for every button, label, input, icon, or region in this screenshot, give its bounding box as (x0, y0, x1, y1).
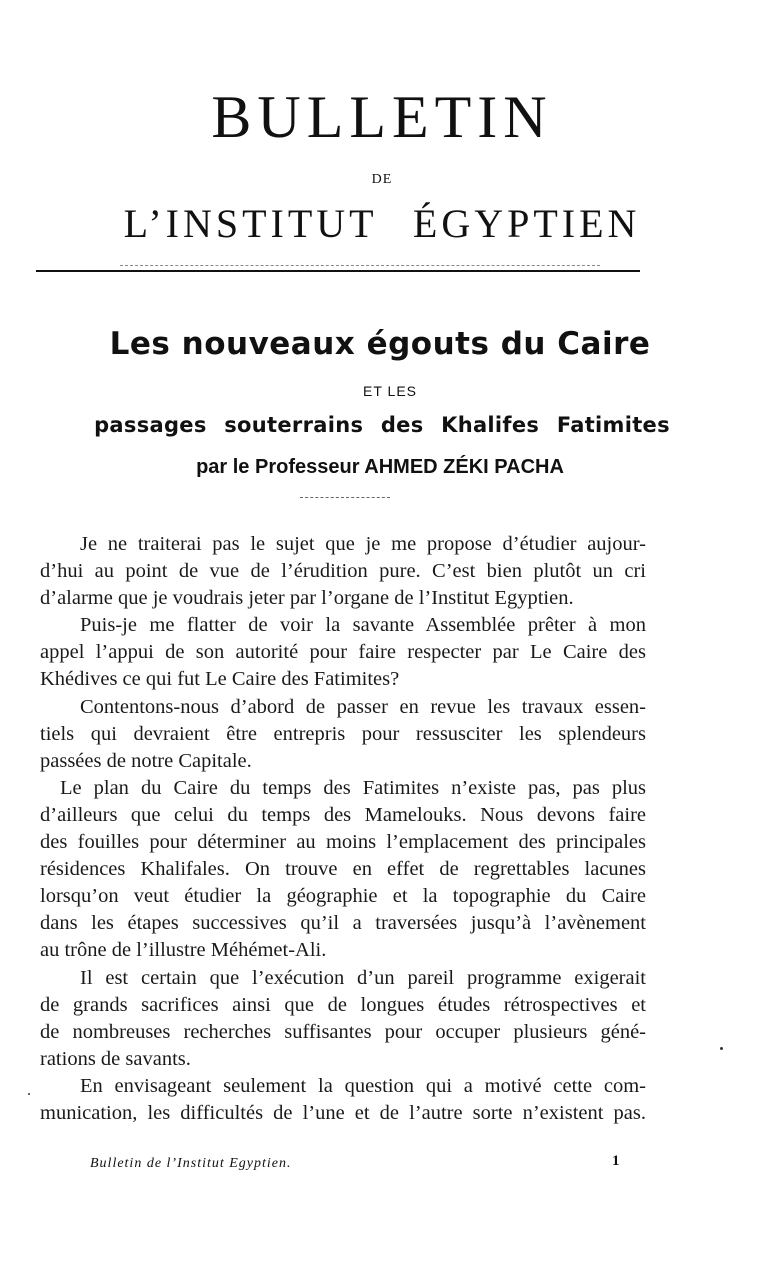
print-speck (28, 1093, 30, 1095)
article-body (40, 531, 646, 1127)
journal-institute: L’INSTITUT ÉGYPTIEN (123, 201, 641, 246)
text-line: dans les étapes successives qu’il a traversées jusqu’à l’avènement (40, 912, 646, 935)
article-title-connector: ET LES (363, 383, 417, 399)
text-line: Contentons-nous d’abord de passer en revue les travaux essen- (80, 695, 646, 718)
article-author: par le Professeur AHMED ZÉKI PACHA (196, 456, 564, 478)
journal-title-de: DE (371, 172, 393, 187)
text-line: Le plan du Caire du temps des Fatimites n’existe pas, pas plus (60, 776, 646, 799)
paragraph-3 (40, 694, 646, 775)
paragraph-5 (40, 965, 646, 1073)
article-title: Les nouveaux égouts du Caire (109, 326, 651, 362)
text-line: tiels qui devraient être entrepris pour ressusciter les splendeurs (40, 722, 646, 745)
text-line: lorsqu’on veut étudier la géographie et la topographie du Caire (40, 885, 646, 908)
text-line: Il est certain que l’exécution d’un pareil programme exigerait (80, 966, 646, 989)
journal-title: BULLETIN (211, 84, 553, 150)
paragraph-6 (40, 1073, 646, 1127)
text-line: d’alarme que je voudrais jeter par l’organe de l’Institut Egyptien. (40, 587, 574, 610)
text-line: En envisageant seulement la question qui a motivé cette com- (80, 1074, 646, 1097)
paragraph-4 (40, 775, 646, 965)
text-line: rations de savants. (40, 1047, 191, 1070)
text-line: de nombreuses recherches suffisantes pour occuper plusieurs géné- (40, 1020, 646, 1043)
text-line: d’hui au point de vue de l’érudition pure. C’est bien plutôt un cri (40, 560, 646, 583)
paragraph-2 (40, 612, 646, 693)
text-line: appel l’appui de son autorité pour faire respecter par Le Caire des (40, 641, 646, 664)
header-dashed-rule (120, 265, 600, 266)
text-line: au trône de l’illustre Méhémet-Ali. (40, 939, 327, 962)
text-line: de grands sacrifices ainsi que de longues études rétrospectives et (40, 993, 646, 1016)
text-line: d’ailleurs que celui du temps des Mamelouks. Nous devons faire (40, 803, 646, 826)
text-line: des fouilles pour déterminer au moins l’emplacement des principales (40, 831, 646, 854)
print-speck (720, 1047, 723, 1050)
footer-source: Bulletin de l’Institut Egyptien. (90, 1156, 292, 1171)
text-line: Je ne traiterai pas le sujet que je me propose d’étudier aujour- (80, 533, 646, 555)
title-separator-rule (300, 497, 390, 498)
text-line: résidences Khalifales. On trouve en effet de regrettables lacunes (40, 858, 646, 881)
article-subtitle: passages souterrains des Khalifes Fatimites (94, 413, 670, 437)
paragraph-1 (40, 531, 646, 612)
page-number: 1 (612, 1153, 620, 1169)
text-line: Puis-je me flatter de voir la savante Assemblée prêter à mon (80, 614, 646, 637)
text-line: munication, les difficultés de l’une et de l’autre sorte n’existent pas. (40, 1101, 646, 1124)
text-line: Khédives ce qui fut Le Caire des Fatimites? (40, 668, 400, 691)
header-rule (36, 270, 640, 272)
text-line: passées de notre Capitale. (40, 749, 252, 772)
